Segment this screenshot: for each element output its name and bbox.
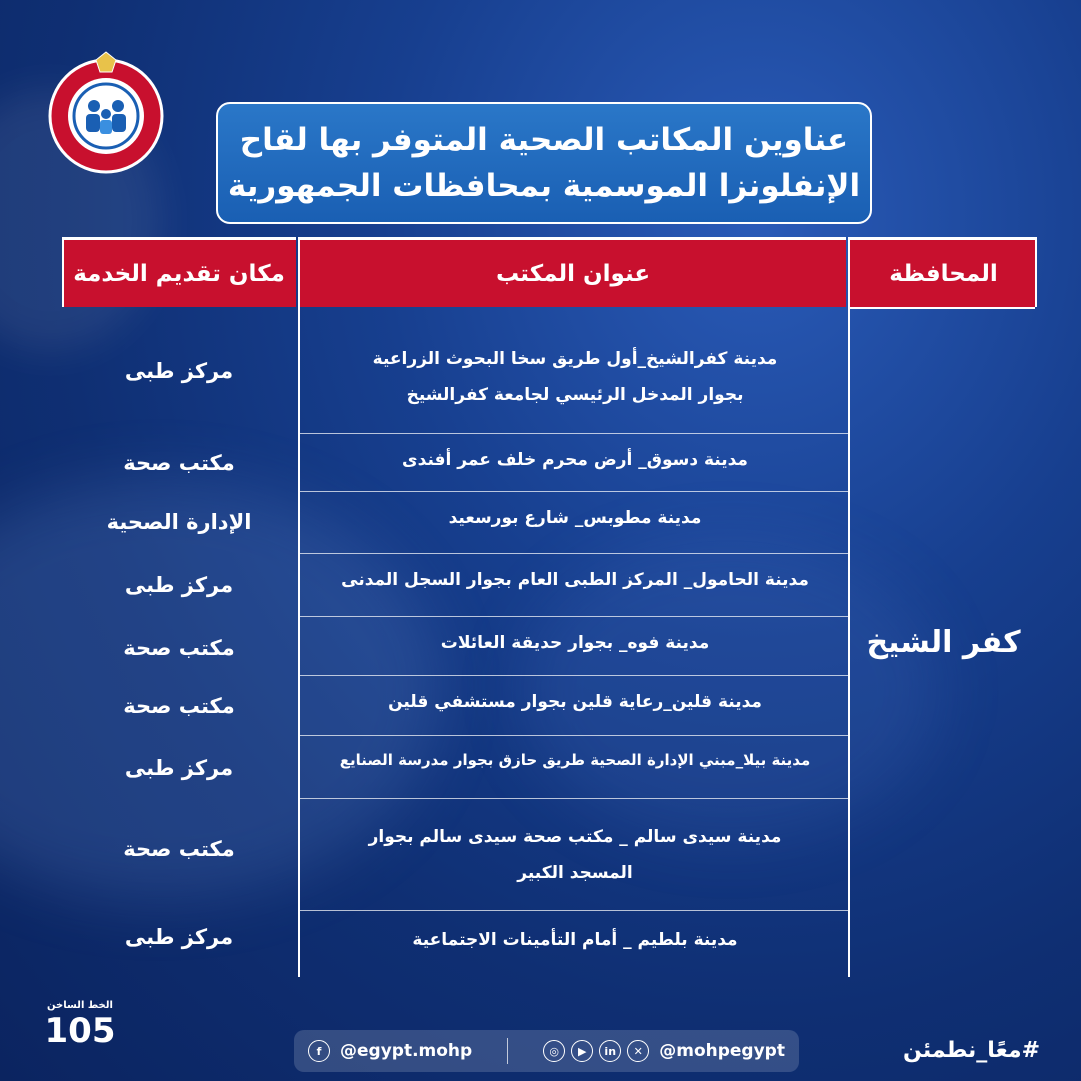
address-line: مدينة كفرالشيخ_أول طريق سخا البحوث الزراعية — [372, 349, 778, 369]
header-governorate: المحافظة — [850, 237, 1037, 307]
social-handle[interactable]: @mohpegypt — [659, 1041, 785, 1061]
table-row-place: مكتب صحة — [123, 451, 235, 475]
table-row-address — [302, 435, 848, 485]
table-row-address — [302, 677, 848, 727]
address-line: مدينة بيلا_مبني الإدارة الصحية طريق حازق بجوار مدرسة الصنايع — [339, 751, 811, 769]
title-line-1: عناوين المكاتب الصحية المتوفر بها لقاح — [239, 122, 849, 158]
table-row-address — [302, 493, 848, 543]
table-row-place: مركز طبى — [124, 756, 234, 780]
governorate-cell: كفر الشيخ — [866, 624, 1021, 660]
instagram-icon[interactable]: ◎ — [543, 1040, 565, 1062]
table-row-address — [302, 912, 848, 968]
table-row-place: مكتب صحة — [123, 636, 235, 660]
facebook-icon[interactable]: f — [308, 1040, 330, 1062]
youtube-icon[interactable]: ▶ — [571, 1040, 593, 1062]
facebook-handle[interactable]: @egypt.mohp — [340, 1041, 473, 1061]
table-row-place: مكتب صحة — [123, 694, 235, 718]
table-row-address — [302, 800, 848, 910]
address-line: مدينة دسوق_ أرض محرم خلف عمر أفندى — [402, 450, 748, 470]
row-divider — [298, 735, 848, 736]
header-address: عنوان المكتب — [300, 237, 846, 307]
row-divider — [298, 910, 848, 911]
address-line: مدينة فوه_ بجوار حديقة العائلات — [440, 633, 710, 653]
social-icons-group — [543, 1040, 785, 1062]
address-line: بجوار المدخل الرئيسي لجامعة كفرالشيخ — [406, 385, 744, 405]
hotline-number: 105 — [44, 1011, 116, 1051]
page-title — [216, 102, 872, 224]
row-divider — [298, 798, 848, 799]
table-border — [298, 237, 300, 977]
facebook-group — [308, 1040, 472, 1062]
ministry-logo — [44, 50, 168, 174]
table-row-place: مركز طبى — [124, 359, 234, 383]
table-row-address — [302, 321, 848, 433]
row-divider — [298, 433, 848, 434]
offices-table — [62, 237, 1037, 977]
header-place: مكان تقديم الخدمة — [62, 237, 296, 307]
table-row-place: مركز طبى — [124, 573, 234, 597]
row-divider — [298, 675, 848, 676]
hashtag: #معًا_نطمئن — [903, 1038, 1040, 1063]
address-line: مدينة سيدى سالم _ مكتب صحة سيدى سالم بجوار — [368, 827, 782, 847]
address-line: مدينة مطوبس_ شارع بورسعيد — [448, 508, 702, 528]
linkedin-icon[interactable]: in — [599, 1040, 621, 1062]
table-header — [62, 237, 1037, 307]
table-row-place: مركز طبى — [124, 925, 234, 949]
address-line: المسجد الكبير — [517, 863, 633, 883]
hotline — [40, 1000, 120, 1051]
row-divider — [298, 616, 848, 617]
x-icon[interactable]: ✕ — [627, 1040, 649, 1062]
table-border — [1035, 237, 1037, 307]
table-row-address — [302, 555, 848, 605]
social-bar — [294, 1030, 799, 1072]
row-divider — [298, 553, 848, 554]
title-line-2: الإنفلونزا الموسمية بمحافظات الجمهورية — [227, 168, 861, 204]
divider — [507, 1038, 508, 1064]
row-divider — [298, 491, 848, 492]
address-line: مدينة قلين_رعاية قلين بجوار مستشفي قلين — [388, 692, 762, 712]
table-row-place: مكتب صحة — [123, 837, 235, 861]
address-line: مدينة بلطيم _ أمام التأمينات الاجتماعية — [412, 930, 738, 950]
table-row-place: الإدارة الصحية — [106, 510, 252, 534]
address-line: مدينة الحامول_ المركز الطبى العام بجوار السجل المدنى — [341, 570, 809, 590]
table-row-address — [302, 618, 848, 668]
hotline-label: الخط الساخن — [47, 1000, 113, 1011]
table-border — [62, 237, 64, 307]
table-row-address — [302, 737, 848, 783]
